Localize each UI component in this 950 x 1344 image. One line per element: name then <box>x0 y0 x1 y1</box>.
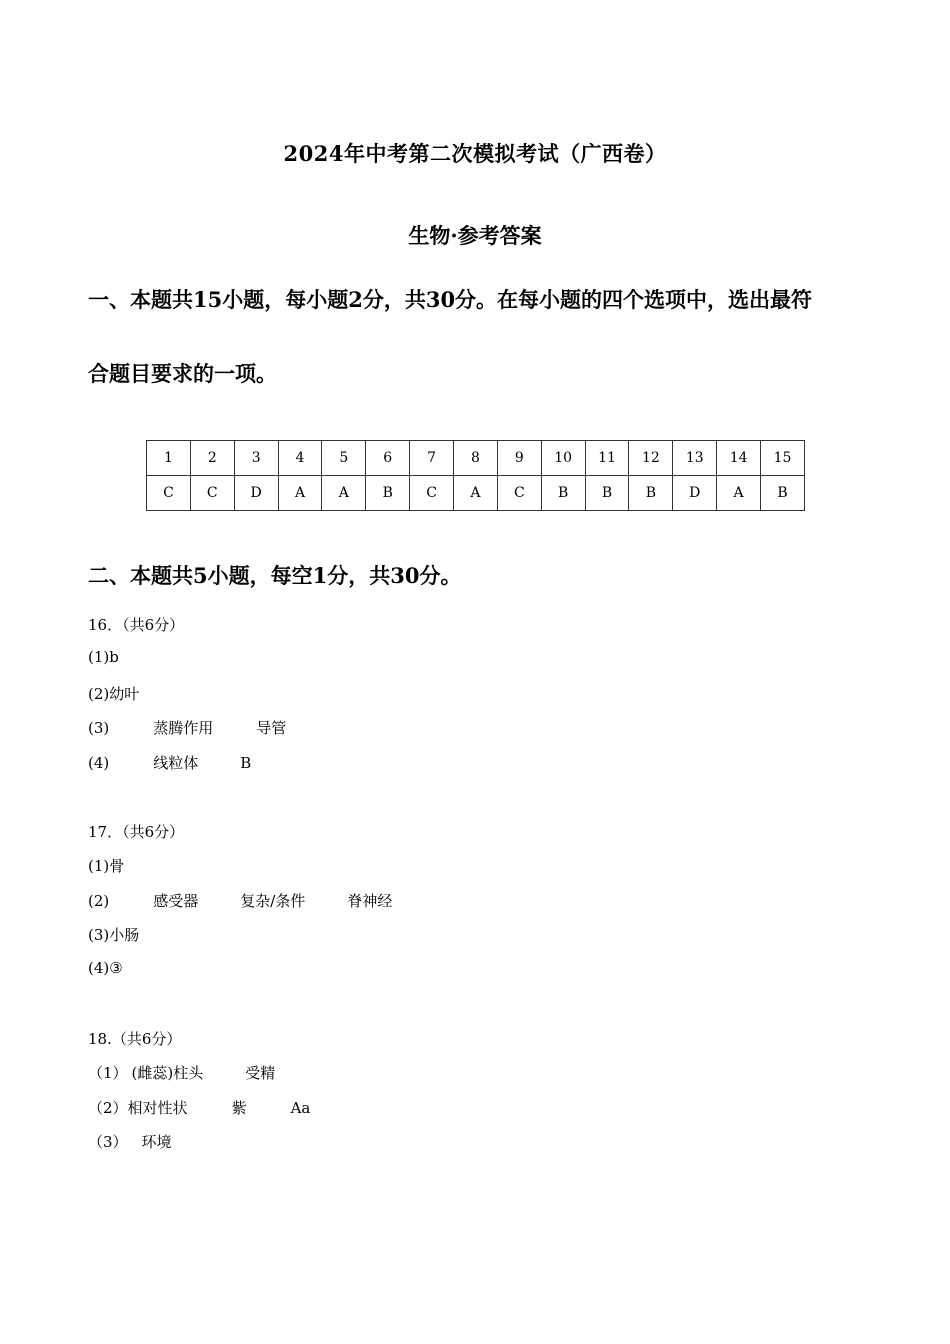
q16-answer-2: (2)幼叶 <box>88 685 140 703</box>
answer-cell: C <box>410 476 454 511</box>
page-title: 2024年中考第二次模拟考试（广西卷） <box>283 141 667 166</box>
q18-answer-3 <box>88 1131 172 1152</box>
answer-cell: B <box>366 476 410 511</box>
question-number-cell: 9 <box>497 441 541 476</box>
answer-cell: A <box>322 476 366 511</box>
question-number-cell: 13 <box>673 441 717 476</box>
q17-answer-2-part1: 感受器 <box>153 892 199 910</box>
q18-answer-2 <box>88 1097 310 1118</box>
q18-header: 18.（共6分） <box>88 1030 182 1048</box>
q17-answer-2-label: (2) <box>88 892 110 910</box>
answer-cell: D <box>673 476 717 511</box>
q18-answer-2-part1: 相对性状 <box>127 1099 188 1117</box>
question-number-cell: 12 <box>629 441 673 476</box>
q16-answer-4-part1: 线粒体 <box>153 754 199 772</box>
q16-answer-4-part2: B <box>240 754 252 772</box>
q18-answer-2-label: （2） <box>88 1099 128 1117</box>
section1-heading-line1: 一、本题共15小题，每小题2分，共30分。在每小题的四个选项中，选出最符 <box>88 287 813 312</box>
question-number-cell: 3 <box>234 441 278 476</box>
question-number-cell: 11 <box>585 441 629 476</box>
q18-answer-1 <box>88 1062 275 1083</box>
q16-answer-1: (1)b <box>88 648 119 666</box>
answer-cell: B <box>761 476 805 511</box>
q16-answer-3-part2: 导管 <box>256 719 287 737</box>
q16-answer-3-part1: 蒸腾作用 <box>153 719 214 737</box>
question-number-cell: 4 <box>278 441 322 476</box>
section2-heading: 二、本题共5小题，每空1分，共30分。 <box>88 563 462 588</box>
answer-cell: B <box>629 476 673 511</box>
question-number-cell: 8 <box>454 441 498 476</box>
q18-answer-1-label: （1） <box>88 1064 128 1082</box>
answer-table <box>146 440 805 511</box>
question-number-cell: 5 <box>322 441 366 476</box>
question-number-cell: 1 <box>147 441 191 476</box>
q17-header: 17．（共6分） <box>88 823 185 841</box>
q18-answer-2-part3: Aa <box>290 1099 311 1117</box>
answer-cell: A <box>278 476 322 511</box>
q17-answer-2 <box>88 890 392 911</box>
q16-header: 16．（共6分） <box>88 616 185 634</box>
q18-answer-3-label: （3） <box>88 1133 128 1151</box>
page-subtitle: 生物·参考答案 <box>408 223 542 248</box>
answer-cell: B <box>541 476 585 511</box>
q18-answer-1-part2: 受精 <box>245 1064 276 1082</box>
question-number-cell: 14 <box>717 441 761 476</box>
answer-table-answer-row <box>147 476 805 511</box>
answer-table-number-row <box>147 441 805 476</box>
answer-cell: A <box>454 476 498 511</box>
q17-answer-3: (3)小肠 <box>88 926 140 944</box>
answer-cell: D <box>234 476 278 511</box>
q18-answer-3-part1: 环境 <box>141 1133 172 1151</box>
question-number-cell: 6 <box>366 441 410 476</box>
q16-answer-3 <box>88 717 286 738</box>
q17-answer-2-part3: 脊神经 <box>347 892 393 910</box>
q17-answer-4: (4)③ <box>88 959 123 977</box>
answer-cell: C <box>497 476 541 511</box>
q17-answer-1: (1)骨 <box>88 857 125 875</box>
q16-answer-3-label: (3) <box>88 719 110 737</box>
q17-answer-2-part2: 复杂/条件 <box>240 892 306 910</box>
answer-cell: C <box>147 476 191 511</box>
section1-heading-line2: 合题目要求的一项。 <box>88 361 277 386</box>
question-number-cell: 7 <box>410 441 454 476</box>
question-number-cell: 10 <box>541 441 585 476</box>
q16-answer-4-label: (4) <box>88 754 110 772</box>
q18-answer-2-part2: 紫 <box>231 1099 247 1117</box>
question-number-cell: 15 <box>761 441 805 476</box>
q16-answer-4 <box>88 752 251 773</box>
answer-cell: C <box>190 476 234 511</box>
question-number-cell: 2 <box>190 441 234 476</box>
q18-answer-1-part1: (雌蕊)柱头 <box>131 1064 204 1082</box>
answer-cell: A <box>717 476 761 511</box>
answer-cell: B <box>585 476 629 511</box>
